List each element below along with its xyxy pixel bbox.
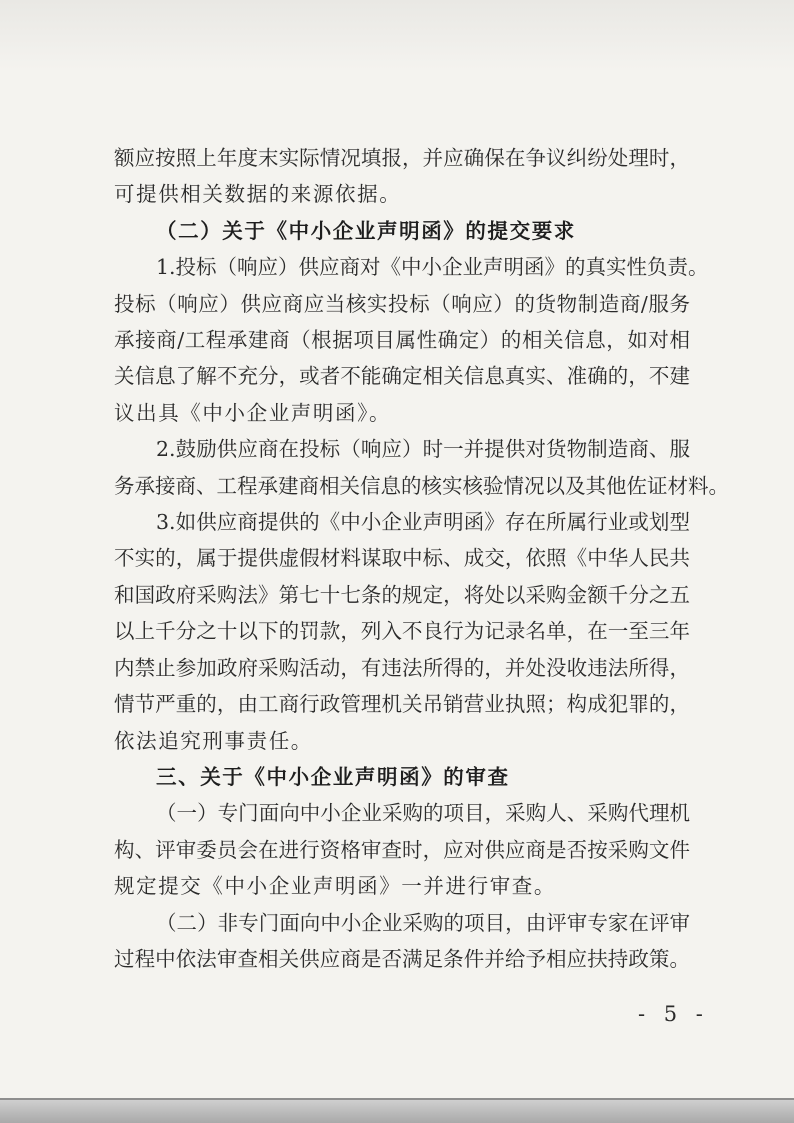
paragraph-line: 关信息了解不充分，或者不能确定相关信息真实、准确的，不建 <box>114 364 690 389</box>
paragraph-line: （一）专门面向中小企业采购的项目，采购人、采购代理机 <box>156 801 690 826</box>
paragraph-line: 以上千分之十以下的罚款，列入不良行为记录名单，在一至三年 <box>114 619 690 644</box>
paragraph-line: 内禁止参加政府采购活动，有违法所得的，并处没收违法所得， <box>114 655 690 680</box>
paragraph-line: 过程中依法审查相关供应商是否满足条件并给予相应扶持政策。 <box>114 946 690 971</box>
page-bottom-edge <box>0 1100 794 1123</box>
paragraph-line: 1.投标（响应）供应商对《中小企业声明函》的真实性负责。 <box>156 255 709 280</box>
section-heading: （二）关于《中小企业声明函》的提交要求 <box>156 218 576 243</box>
paragraph-line: 构、评审委员会在进行资格审查时，应对供应商是否按采购文件 <box>114 837 690 862</box>
paragraph-line: 承接商/工程承建商（根据项目属性确定）的相关信息，如对相 <box>114 328 690 353</box>
paragraph-line: 和国政府采购法》第七十七条的规定，将处以采购金额千分之五 <box>114 582 690 607</box>
paragraph-line: 可提供相关数据的来源依据。 <box>114 182 402 207</box>
paragraph-line: 依法追究刑事责任。 <box>114 728 313 753</box>
paragraph-line: 议出具《中小企业声明函》。 <box>114 400 392 425</box>
paragraph-line: 额应按照上年度末实际情况填报，并应确保在争议纠纷处理时， <box>114 146 690 170</box>
paragraph-line: 投标（响应）供应商应当核实投标（响应）的货物制造商/服务 <box>114 291 690 316</box>
page-number: - 5 - <box>638 1002 709 1026</box>
paragraph-line: （二）非专门面向中小企业采购的项目，由评审专家在评审 <box>156 910 690 935</box>
document-body <box>114 140 729 977</box>
paragraph-line: 3.如供应商提供的《中小企业声明函》存在所属行业或划型 <box>156 510 690 535</box>
paragraph-line: 不实的，属于提供虚假材料谋取中标、成交，依照《中华人民共 <box>114 546 690 571</box>
paragraph-line: 2.鼓励供应商在投标（响应）时一并提供对货物制造商、服 <box>156 437 690 462</box>
paragraph-line: 情节严重的，由工商行政管理机关吊销营业执照；构成犯罪的， <box>114 692 690 717</box>
page-top-shadow <box>0 0 794 70</box>
paragraph-line: 规定提交《中小企业声明函》一并进行审查。 <box>114 874 556 899</box>
section-heading: 三、关于《中小企业声明函》的审查 <box>156 764 510 789</box>
paragraph-line: 务承接商、工程承建商相关信息的核实核验情况以及其他佐证材料。 <box>114 473 729 498</box>
